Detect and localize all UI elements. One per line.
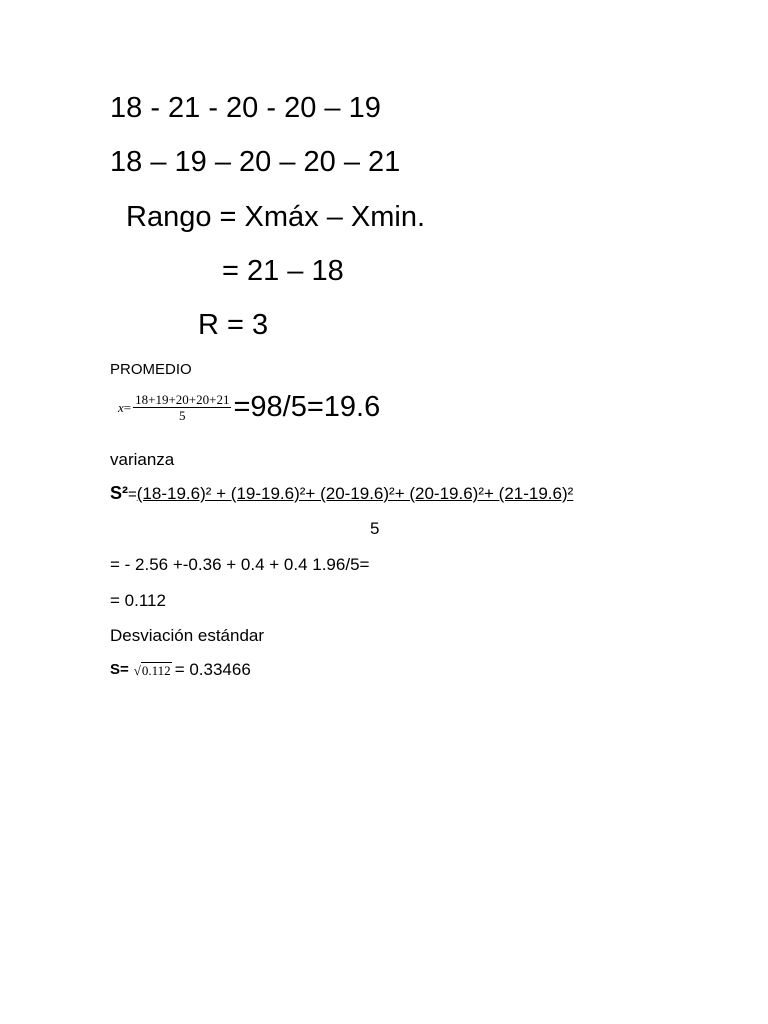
sqrt-sign-icon: √ [133,663,141,678]
range-formula: Rango = Xmáx – Xmin. [126,201,426,233]
mean-denominator: 5 [179,408,186,423]
range-calculation: = 21 – 18 [222,255,344,287]
mean-formula [118,393,380,422]
variance-symbol: S² [110,483,128,503]
variance-result: = 0.112 [110,591,166,610]
std-dev-result: = 0.33466 [174,660,251,679]
sqrt-radicand: 0.112 [141,663,171,678]
variance-numerator: (18-19.6)² + (19-19.6)²+ (20-19.6)²+ (20-19.6)²+ (21-19.6)² [136,484,574,503]
variance-step: = - 2.56 +-0.36 + 0.4 + 0.4 1.96/5= [110,555,370,574]
sqrt-expression [134,662,172,677]
sorted-sequence: 18 – 19 – 20 – 20 – 21 [110,146,401,178]
mean-variable: x [118,400,124,415]
variance-formula [110,484,573,502]
mean-numerator: 18+19+20+20+21 [135,392,230,407]
varianza-heading: varianza [110,450,175,469]
desviacion-heading: Desviación estándar [110,626,265,645]
variance-denominator: 5 [370,519,380,538]
std-dev-formula [110,661,251,678]
data-sequence: 18 - 21 - 20 - 20 – 19 [110,92,381,124]
std-dev-symbol: S= [110,661,129,678]
mean-equals: = [123,400,132,415]
mean-result: =98/5=19.6 [233,391,381,423]
range-result: R = 3 [198,309,269,341]
mean-fraction [133,393,231,422]
variance-equals: = [128,486,137,503]
promedio-heading: PROMEDIO [110,361,192,378]
